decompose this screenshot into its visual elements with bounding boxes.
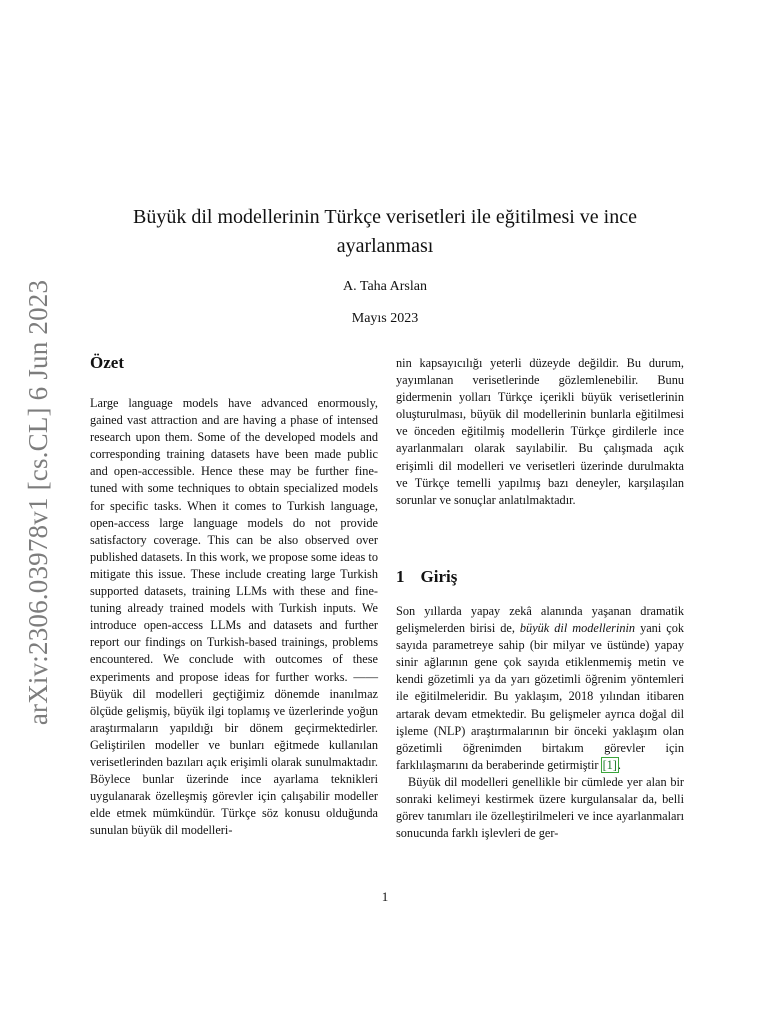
abstract-text: Large language models have advanced enormously, gained vast attraction and are having a phase of intensed research upon them. Some of the developed models and corresponding training datasets have been made public and open-accessible. Hence these may be further fine-tuned with some techniques to obtain specialized models for specific tasks. When it comes to Turkish language, open-access large language models do not provide satisfactory coverage. This can be also observed over published datasets. In this work, we propose some ideas to mitigate this issue. These include creating large Turkish supported datasets, training LLMs with these and fine-tuning already trained models with Turkish inputs. We introduce open-access LLMs and datasets and further report our findings on Turkish-based trainings, problems encountered. We conclude with outcomes of these experiments and propose ideas for further works. —— Büyük dil modelleri geçtiğimiz dönemde inanılmaz ölçüde gelişmiş, büyük ilgi toplamış ve üzerlerinde yoğun araştırmaların yapıldığı bir dönem geçirmektedirler. Geliştirilen modeller ve bunları eğitmede kullanılan verisetlerinden bazıları açık erişimli olarak sunulmaktadır. Böylece bunlar üzerinde ince ayarlama teknikleri uygulanarak özelleşmiş görevler için çalışabilir modeller elde etmek mümkündür. Türkçe söz konusu olduğunda sunulan büyük dil modelleri-: [90, 396, 378, 838]
abstract-text-continued: nin kapsayıcılığı yeterli düzeyde değildir. Bu durum, yayımlanan verisetlerinde gözlemlenebilir. Bunu gidermenin yolları Türkçe içerikli büyük verisetlerinin oluşturulması, büyük dil modellerinin bunlarla eğitilmesi ve önceden eğitilmiş modellerin Türkçe girdilerle ince ayarlanmaları olarak sayılabilir. Bu çalışmada açık erişimli dil modelleri ve verisetleri üzerinde durulmakta ve Türkçe temelli yapılmış bazı deneyler, karşılaşılan sorunlar ve sonuçlar anlatılmaktadır.: [396, 356, 684, 507]
introduction-paragraph-1: [396, 603, 684, 774]
section-title: Giriş: [420, 567, 458, 586]
intro-p1-end: .: [617, 757, 621, 772]
intro-p1-emphasis: büyük dil modellerinin: [519, 621, 636, 636]
paper-title: Büyük dil modellerinin Türkçe verisetleri ile eğitilmesi ve ince ayarlanması: [133, 206, 637, 257]
abstract-heading: Özet: [90, 353, 124, 372]
introduction-body: [396, 603, 684, 842]
section-number: 1: [396, 567, 405, 586]
intro-p1-text: Son yıllarda yapay zekâ alanında yaşanan dramatik gelişmelerden birisi de,: [396, 604, 684, 636]
intro-p1-text-continued: yani çok sayıda parametreye sahip (bir milyar ve üstünde) yapay sinir ağlarının gene çok sayıda etiklenmemiş metin ve kendi gözetimli ya da yarı gözetimli öğrenim yöntemleri ile eğitilmeleridir. Bu yaklaşım, 2018 yılından itibaren artarak devam etmektedir. Bu gelişmeler ayrıca doğal dil işleme (NLP) araştırmalarının bir önceki yaklaşım olan gözetimli öğrenimden birtakım görevler için farklılaşmarını da beraberinde getirmiştir: [396, 621, 684, 772]
arxiv-identifier: [16, 279, 62, 725]
citation-link[interactable]: [1]: [602, 757, 617, 772]
publication-date: Mayıs 2023: [351, 311, 419, 326]
arxiv-identifier-text: arXiv:2306.03978v1 [cs.CL] 6 Jun 2023: [23, 279, 54, 725]
left-column: [90, 395, 378, 839]
right-column: [396, 355, 684, 509]
section-heading-introduction: [396, 567, 457, 587]
introduction-paragraph-2: Büyük dil modelleri genellikle bir cümlede yer alan bir sonraki kelimeyi kestirmek üzere kurgulansalar da, belli görev tanımları ile özelleştirilmeleri ve ince ayarlanmaları sonucunda farklı işlevleri de ger-: [396, 774, 684, 841]
author-name: A. Taha Arslan: [343, 279, 427, 294]
page-number: 1: [381, 889, 389, 904]
